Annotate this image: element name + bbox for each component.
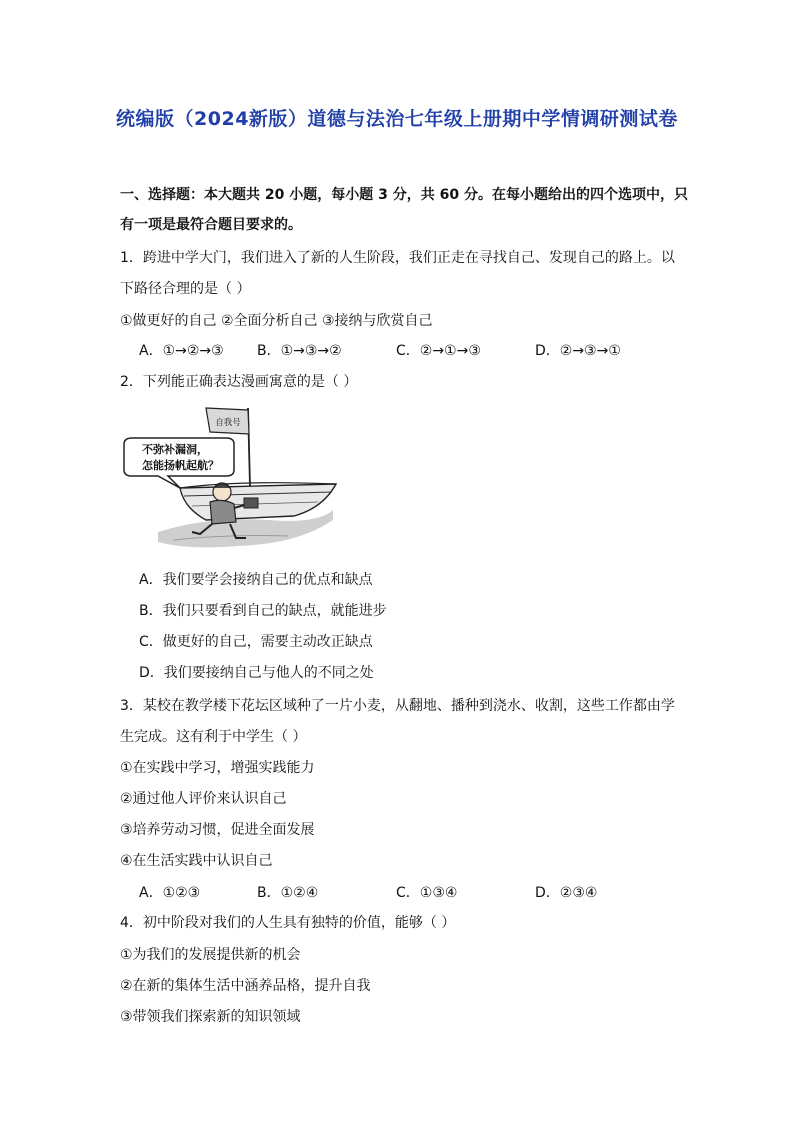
q4-stem: 4．初中阶段对我们的人生具有独特的价值，能够（ ） <box>120 915 456 931</box>
q1-option-c[interactable]: C．②→①→③ <box>396 343 481 359</box>
q4-item-3: ③带领我们探索新的知识领域 <box>120 1009 301 1025</box>
cartoon-illustration <box>118 404 340 560</box>
q1-items: ①做更好的自己 ②全面分析自己 ③接纳与欣赏自己 <box>120 313 433 329</box>
q2-stem: 2．下列能正确表达漫画寓意的是（ ） <box>120 374 358 390</box>
q2-option-d[interactable]: D．我们要接纳自己与他人的不同之处 <box>139 665 374 681</box>
q4-item-2: ②在新的集体生活中涵养品格，提升自我 <box>120 978 371 994</box>
q3-item-3: ③培养劳动习惯，促进全面发展 <box>120 822 315 838</box>
exam-title: 统编版（2024新版）道德与法治七年级上册期中学情调研测试卷 <box>116 108 678 130</box>
q3-stem-line1: 3．某校在教学楼下花坛区域种了一片小麦，从翻地、播种到浇水、收割，这些工作都由学 <box>120 698 675 714</box>
q1-option-a[interactable]: A．①→②→③ <box>139 343 224 359</box>
q4-item-1: ①为我们的发展提供新的机会 <box>120 947 301 963</box>
q3-option-b[interactable]: B．①②④ <box>257 885 319 901</box>
section-heading-line2: 有一项是最符合题目要求的。 <box>120 217 302 233</box>
section-heading-line1: 一、选择题：本大题共 20 小题，每小题 3 分，共 60 分。在每小题给出的四个选项中，只 <box>120 187 688 203</box>
q3-item-2: ②通过他人评价来认识自己 <box>120 791 287 807</box>
bubble-line2: 怎能扬帆起航？ <box>142 459 219 472</box>
q3-stem-line2: 生完成。这有利于中学生（ ） <box>120 729 307 745</box>
q1-stem-line2: 下路径合理的是（ ） <box>120 281 251 297</box>
speech-bubble <box>124 438 234 488</box>
q3-option-c[interactable]: C．①③④ <box>396 885 458 901</box>
bubble-line1: 不弥补漏洞， <box>142 443 208 456</box>
q1-option-b[interactable]: B．①→③→② <box>257 343 342 359</box>
flag-text: 自我号 <box>215 418 241 428</box>
q1-option-d[interactable]: D．②→③→① <box>535 343 621 359</box>
q3-option-a[interactable]: A．①②③ <box>139 885 201 901</box>
q1-stem-line1: 1．跨进中学大门，我们进入了新的人生阶段，我们正走在寻找自己、发现自己的路上。以 <box>120 250 675 266</box>
q2-option-a[interactable]: A．我们要学会接纳自己的优点和缺点 <box>139 572 373 588</box>
q2-option-b[interactable]: B．我们只要看到自己的缺点，就能进步 <box>139 603 387 619</box>
q3-item-4: ④在生活实践中认识自己 <box>120 853 273 869</box>
q3-item-1: ①在实践中学习，增强实践能力 <box>120 760 315 776</box>
q2-option-c[interactable]: C．做更好的自己，需要主动改正缺点 <box>139 634 373 650</box>
flag <box>206 408 249 434</box>
q3-option-d[interactable]: D．②③④ <box>535 885 598 901</box>
